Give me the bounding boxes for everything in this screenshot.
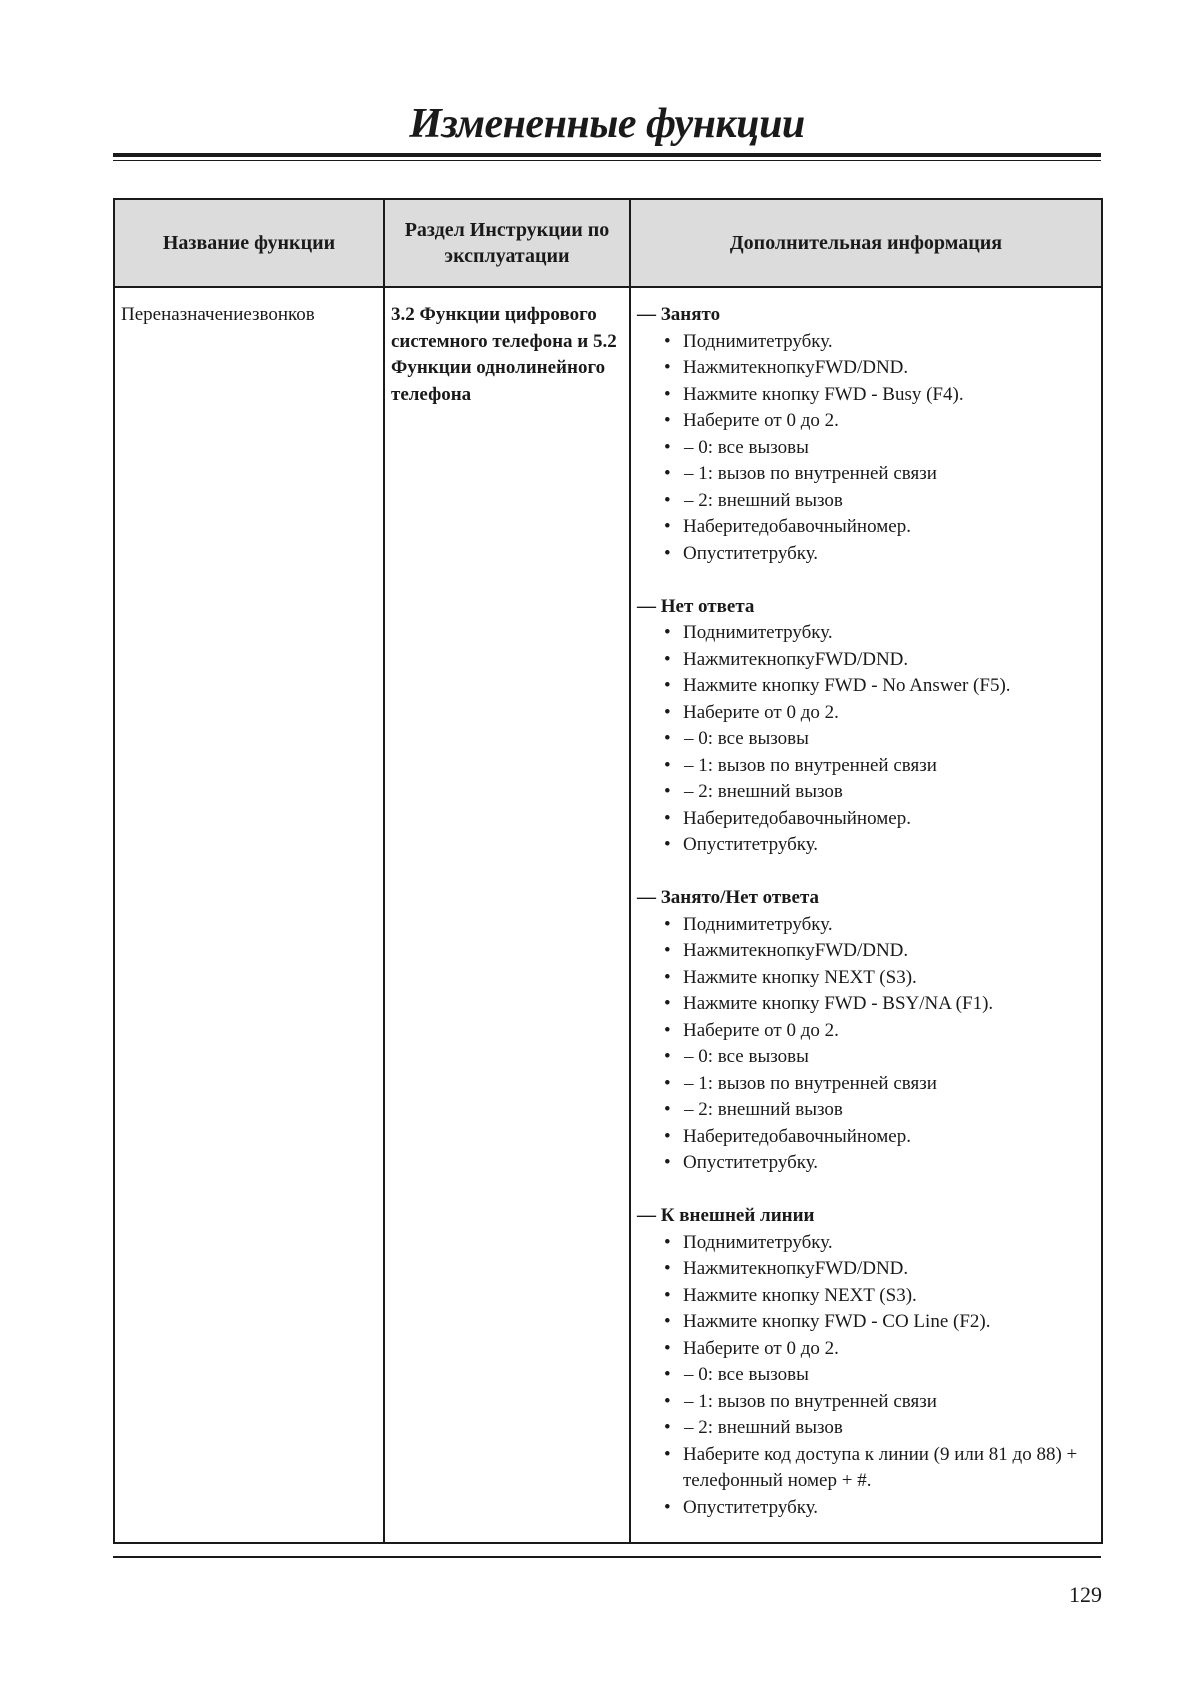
step-text: Опуститетрубку. bbox=[683, 834, 819, 855]
step-text: Поднимитетрубку. bbox=[683, 330, 833, 352]
step-item bbox=[637, 408, 1095, 435]
table-row bbox=[114, 287, 1102, 1543]
function-name-cell: Переназначениезвонков bbox=[114, 287, 384, 1543]
sub-option-item: • – 0: все вызовы bbox=[637, 435, 1095, 462]
step-text: Опуститетрубку. bbox=[683, 1152, 819, 1173]
sub-option-list bbox=[637, 435, 1095, 515]
step-text: Нажмите кнопку FWD - Busy (F4). bbox=[683, 383, 964, 405]
section-gap bbox=[637, 859, 1095, 886]
step-item bbox=[637, 1018, 1095, 1045]
step-item bbox=[637, 620, 1095, 647]
step-text: Поднимитетрубку. bbox=[683, 1231, 833, 1253]
title-rule-thick bbox=[113, 153, 1101, 157]
procedure-section bbox=[637, 1203, 1095, 1521]
step-item bbox=[637, 673, 1095, 700]
sub-option-item: • – 0: все вызовы bbox=[637, 1362, 1095, 1389]
page-title: Измененные функции bbox=[409, 101, 805, 147]
section-gap bbox=[637, 567, 1095, 594]
step-item bbox=[637, 514, 1095, 541]
manual-section-cell: 3.2 Функции цифрового системного телефона и 5.2 Функции однолинейного телефона bbox=[384, 287, 630, 1543]
step-item bbox=[637, 1150, 1095, 1177]
sub-option-item: • – 1: вызов по внутренней связи bbox=[637, 461, 1095, 488]
sub-options bbox=[637, 1362, 1095, 1442]
step-text: Нажмите кнопку FWD - No Answer (F5). bbox=[683, 675, 1011, 696]
section-title: — К внешней линии bbox=[637, 1205, 815, 1226]
step-list bbox=[637, 329, 1095, 568]
step-text: НажмитекнопкуFWD/DND. bbox=[683, 648, 909, 670]
step-text: Наберите от 0 до 2. bbox=[683, 1337, 839, 1359]
step-item bbox=[637, 806, 1095, 833]
step-list bbox=[637, 912, 1095, 1177]
sub-option-list bbox=[637, 1044, 1095, 1124]
step-text: Наберите от 0 до 2. bbox=[683, 410, 839, 431]
step-item bbox=[637, 832, 1095, 859]
step-text: НажмитекнопкуFWD/DND. bbox=[683, 940, 909, 961]
procedure-section bbox=[637, 885, 1095, 1177]
step-item bbox=[637, 355, 1095, 382]
step-item bbox=[637, 912, 1095, 939]
step-item bbox=[637, 1336, 1095, 1363]
step-item bbox=[637, 647, 1095, 674]
table-header-row bbox=[114, 199, 1102, 287]
step-list bbox=[637, 1230, 1095, 1522]
sub-options bbox=[637, 1044, 1095, 1124]
step-item bbox=[637, 965, 1095, 992]
step-text: Нажмите кнопку FWD - CO Line (F2). bbox=[683, 1311, 991, 1332]
procedure-section bbox=[637, 594, 1095, 859]
step-text: Наберитедобавочныйномер. bbox=[683, 1125, 911, 1147]
sub-option-item: • – 0: все вызовы bbox=[637, 726, 1095, 753]
step-list bbox=[637, 620, 1095, 859]
info-sections bbox=[637, 302, 1095, 1521]
step-text: НажмитекнопкуFWD/DND. bbox=[683, 1258, 909, 1279]
step-text: НажмитекнопкуFWD/DND. bbox=[683, 357, 909, 378]
functions-table bbox=[113, 198, 1103, 1544]
footer-rule bbox=[113, 1556, 1101, 1558]
section-title: — Занято/Нет ответа bbox=[637, 887, 820, 908]
step-item bbox=[637, 1442, 1095, 1495]
step-text: Нажмите кнопку NEXT (S3). bbox=[683, 1284, 917, 1306]
step-item bbox=[637, 1256, 1095, 1283]
sub-option-item: • – 2: внешний вызов bbox=[637, 779, 1095, 806]
procedure-section bbox=[637, 302, 1095, 567]
sub-option-item: • – 0: все вызовы bbox=[637, 1044, 1095, 1071]
step-text: Наберите от 0 до 2. bbox=[683, 1019, 839, 1041]
sub-option-item: • – 1: вызов по внутренней связи bbox=[637, 753, 1095, 780]
step-item bbox=[637, 1283, 1095, 1310]
sub-option-item: • – 2: внешний вызов bbox=[637, 1415, 1095, 1442]
additional-info-cell bbox=[630, 287, 1102, 1543]
step-text: Наберите код доступа к линии (9 или 81 до 88) + телефонный номер + #. bbox=[683, 1443, 1078, 1491]
step-item bbox=[637, 991, 1095, 1018]
step-item bbox=[637, 1124, 1095, 1151]
sub-option-list bbox=[637, 726, 1095, 806]
step-text: Наберитедобавочныйномер. bbox=[683, 516, 911, 537]
step-text: Опуститетрубку. bbox=[683, 1496, 819, 1518]
step-text: Поднимитетрубку. bbox=[683, 622, 833, 643]
step-item bbox=[637, 938, 1095, 965]
step-text: Нажмите кнопку FWD - BSY/NA (F1). bbox=[683, 993, 994, 1014]
step-item bbox=[637, 1309, 1095, 1336]
header-manual-section: Раздел Инструкции по эксплуатации bbox=[384, 199, 630, 287]
sub-option-item: • – 1: вызов по внутренней связи bbox=[637, 1071, 1095, 1098]
header-function-name: Название функции bbox=[114, 199, 384, 287]
step-text: Нажмите кнопку NEXT (S3). bbox=[683, 966, 917, 988]
sub-option-item: • – 2: внешний вызов bbox=[637, 488, 1095, 515]
step-item bbox=[637, 1230, 1095, 1257]
sub-option-item: • – 2: внешний вызов bbox=[637, 1097, 1095, 1124]
step-text: Опуститетрубку. bbox=[683, 542, 819, 564]
step-text: Наберите от 0 до 2. bbox=[683, 701, 839, 723]
sub-option-item: • – 1: вызов по внутренней связи bbox=[637, 1389, 1095, 1416]
title-rule-thin bbox=[113, 160, 1101, 161]
header-additional-info: Дополнительная информация bbox=[630, 199, 1102, 287]
section-gap bbox=[637, 1177, 1095, 1204]
section-title: — Занято bbox=[637, 304, 721, 325]
sub-options bbox=[637, 726, 1095, 806]
step-item bbox=[637, 541, 1095, 568]
sub-option-list bbox=[637, 1362, 1095, 1442]
step-text: Наберитедобавочныйномер. bbox=[683, 807, 911, 829]
step-item bbox=[637, 1495, 1095, 1522]
page-number: 129 bbox=[1069, 1582, 1102, 1607]
step-item bbox=[637, 382, 1095, 409]
sub-options bbox=[637, 435, 1095, 515]
section-title: — Нет ответа bbox=[637, 595, 755, 617]
step-item bbox=[637, 700, 1095, 727]
step-text: Поднимитетрубку. bbox=[683, 913, 833, 935]
step-item bbox=[637, 329, 1095, 356]
